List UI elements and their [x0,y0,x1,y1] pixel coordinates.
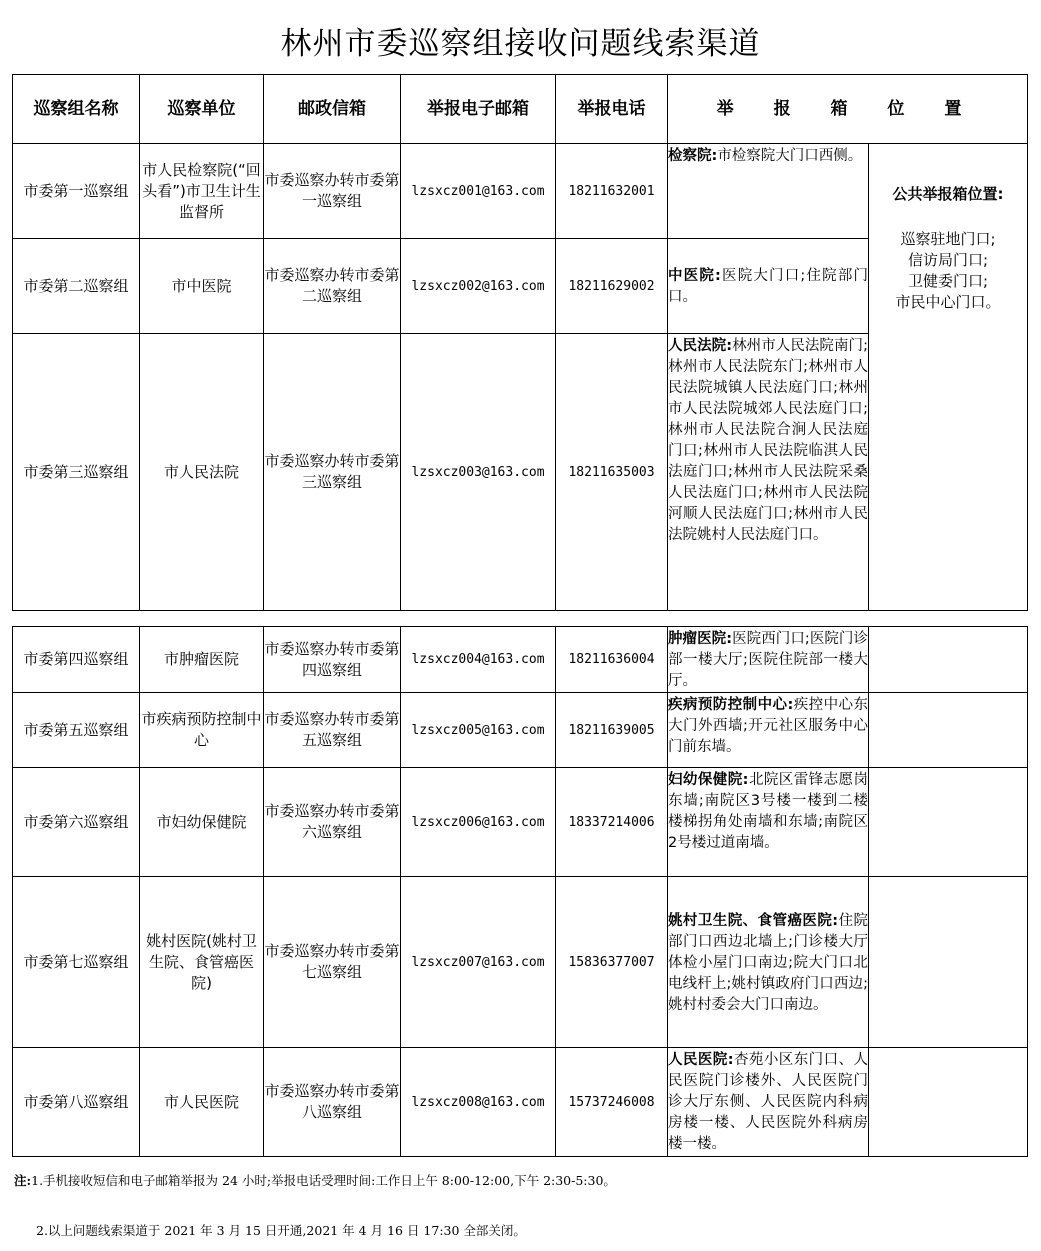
note-line-2: 2.以上问题线索渠道于 2021 年 3 月 15 日开通,2021 年 4 月 16 日 17:30 全部关闭。 [36,1223,526,1238]
location-text: 市检察院大门口西侧。 [717,148,863,164]
public-box-item: 信访局门口; [907,251,989,269]
postal-mailbox: 市委巡察办转市委第二巡察组 [264,239,401,334]
box-location [668,693,869,768]
page-title: 林州市委巡察组接收问题线索渠道 [280,26,761,62]
location-label: 检察院: [668,148,718,164]
inspected-unit: 市中医院 [140,239,264,334]
report-email: lzsxcz007@163.com [401,877,556,1048]
group-name: 市委第五巡察组 [13,693,140,768]
empty-cell [869,693,1028,768]
report-email: lzsxcz005@163.com [401,693,556,768]
report-phone: 18211639005 [556,693,668,768]
report-phone: 18211629002 [556,239,668,334]
table-row [13,144,1028,239]
location-text: 医院西门口;医院门诊部一楼大厅;医院住院部一楼大厅。 [668,631,868,689]
location-label: 妇幼保健院: [668,772,749,788]
report-email: lzsxcz003@163.com [401,334,556,611]
report-phone: 18211635003 [556,334,668,611]
table-row [13,1048,1028,1157]
location-text: 住院部门口西边北墙上;门诊楼大厅体检小屋门口南边;院大门口北电线杆上;姚村镇政府门口西边;姚村村委会大门口南边。 [668,912,868,1013]
location-label: 姚村卫生院、食管癌医院: [668,912,839,929]
location-label: 人民法院: [668,338,733,354]
postal-mailbox: 市委巡察办转市委第六巡察组 [264,768,401,877]
report-email: lzsxcz001@163.com [401,144,556,239]
group-name: 市委第八巡察组 [13,1048,140,1157]
box-location [668,334,869,611]
group-name: 市委第六巡察组 [13,768,140,877]
report-email: lzsxcz008@163.com [401,1048,556,1157]
group-name: 市委第二巡察组 [13,239,140,334]
empty-cell [869,768,1028,877]
postal-mailbox: 市委巡察办转市委第七巡察组 [264,877,401,1048]
location-label: 疾病预防控制中心: [668,697,794,713]
group-name: 市委第三巡察组 [13,334,140,611]
report-phone: 18337214006 [556,768,668,877]
header-unit: 巡察单位 [140,75,264,144]
location-label: 中医院: [668,268,721,284]
inspected-unit: 市人民检察院(“回头看”)市卫生计生监督所 [140,144,264,239]
box-location [668,877,869,1048]
channels-table-part1 [12,74,1028,611]
location-text: 北院区雷锋志愿岗东墙;南院区3号楼一楼到二楼楼梯拐角处南墙和东墙;南院区2号楼过道南墙。 [668,772,868,851]
postal-mailbox: 市委巡察办转市委第四巡察组 [264,627,401,693]
header-phone: 举报电话 [556,75,668,144]
empty-cell [869,627,1028,693]
empty-cell [869,877,1028,1048]
empty-cell [869,1048,1028,1157]
report-email: lzsxcz004@163.com [401,627,556,693]
location-label: 人民医院: [668,1052,734,1068]
postal-mailbox: 市委巡察办转市委第一巡察组 [264,144,401,239]
box-location [668,627,869,693]
location-label: 肿瘤医院: [668,631,733,647]
inspected-unit: 市人民医院 [140,1048,264,1157]
table-row [13,877,1028,1048]
channels-table-part2 [12,626,1028,1157]
group-name: 市委第四巡察组 [13,627,140,693]
report-phone: 18211636004 [556,627,668,693]
inspected-unit: 市妇幼保健院 [140,768,264,877]
location-text: 医院大门口;住院部门口。 [668,268,868,305]
header-email: 举报电子邮箱 [401,75,556,144]
location-text: 杏苑小区东门口、人民医院门诊楼外、人民医院门诊大厅东侧、人民医院内科病房楼一楼、人民医院外科病房楼一楼。 [668,1052,868,1152]
report-email: lzsxcz002@163.com [401,239,556,334]
inspected-unit: 姚村医院(姚村卫生院、食管癌医院) [140,877,264,1048]
public-box-item: 卫健委门口; [907,272,989,290]
inspected-unit: 市人民法院 [140,334,264,611]
inspected-unit: 市疾病预防控制中心 [140,693,264,768]
public-box-item: 巡察驻地门口; [900,230,996,248]
group-name: 市委第一巡察组 [13,144,140,239]
report-email: lzsxcz006@163.com [401,768,556,877]
group-name: 市委第七巡察组 [13,877,140,1048]
location-text: 林州市人民法院南门;林州市人民法院东门;林州市人民法院城镇人民法庭门口;林州市人民法院城郊人民法庭门口;林州市人民法院合涧人民法庭门口;林州市人民法院临淇人民法庭门口;林州市人民法院采桑人民法庭门口;林州市人民法院河顺人民法庭门口;林州市人民法院姚村人民法庭门口。 [668,338,868,543]
note-line-1 [14,1171,616,1189]
postal-mailbox: 市委巡察办转市委第八巡察组 [264,1048,401,1157]
header-mailbox: 邮政信箱 [264,75,401,144]
location-text: 疾控中心东大门外西墙;开元社区服务中心门前东墙。 [668,697,868,755]
note-text-1: 1.手机接收短信和电子邮箱举报为 24 小时;举报电话受理时间:工作日上午 8:00-12:00,下午 2:30-5:30。 [31,1173,616,1188]
public-box-locations [869,144,1028,611]
report-phone: 18211632001 [556,144,668,239]
postal-mailbox: 市委巡察办转市委第三巡察组 [264,334,401,611]
box-location [668,1048,869,1157]
header-box-location: 举 报 箱 位 置 [668,75,1028,144]
table-row [13,768,1028,877]
inspected-unit: 市肿瘤医院 [140,627,264,693]
public-box-item: 市民中心门口。 [895,293,1001,311]
box-location [668,239,869,334]
table-row [13,693,1028,768]
box-location [668,144,869,239]
report-phone: 15737246008 [556,1048,668,1157]
header-group: 巡察组名称 [13,75,140,144]
postal-mailbox: 市委巡察办转市委第五巡察组 [264,693,401,768]
report-phone: 15836377007 [556,877,668,1048]
table-row [13,627,1028,693]
public-box-title: 公共举报箱位置: [892,185,1004,203]
box-location [668,768,869,877]
note-label: 注: [14,1173,32,1188]
